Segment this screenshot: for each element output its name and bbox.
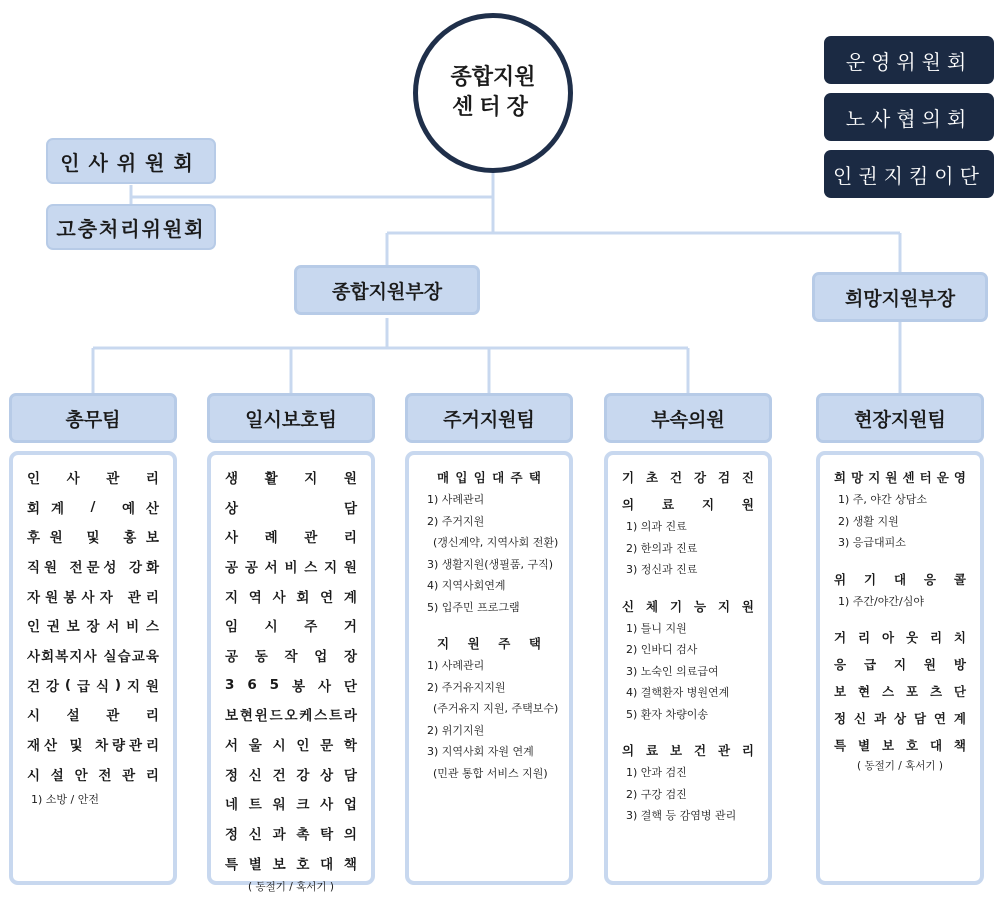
clinic-section-item: 2) 구강 검진 [626,787,687,801]
shelter-duty-note: ( 동절기 / 혹서기 ) [248,880,334,893]
shelter-duty-item: 보 현 윈 드 오 케 스 트 라 [225,708,357,725]
housing-section-item: 3) 지역사회 자원 연계 [427,745,534,758]
clinic-section-item: 1) 의과 진료 [626,520,687,533]
housing-section-item: (민관 통합 서비스 지원) [433,766,548,780]
clinic-section-item: 2) 한의과 진료 [626,541,698,555]
team-field-support: 현장지원팀 [816,393,984,443]
clinic-section-title: 의 료 보 건 관 리 [622,743,754,758]
field-section-title: 정 신 과 상 담 연 계 [834,711,966,726]
admin-duty-item: 자 원 봉 사 자 관 리 [27,589,159,606]
housing-section-title: 매 입 임 대 주 택 [437,470,541,485]
field-section-item: 1) 주간/야간/심야 [838,594,924,608]
shelter-duty-item: 특 별 보 호 대 책 [225,856,357,873]
field-section-title: 특 별 보 호 대 책 [834,738,966,753]
field-section-item: 1) 주, 야간 상담소 [838,493,928,506]
field-duties-box [816,451,984,885]
admin-duty-item: 회 계 / 예 산 [27,498,159,517]
shelter-duty-item: 정 신 과 촉 탁 의 [225,827,357,844]
clinic-section-item: 1) 틀니 지원 [626,621,687,635]
team-temporary-shelter: 일시보호팀 [207,393,375,443]
shelter-duty-item: 상 담 [225,500,357,517]
shelter-duty-item: 사 례 관 리 [225,530,357,547]
field-section-item: 2) 생활 지원 [838,514,899,528]
clinic-section-item: 3) 결핵 등 감염병 관리 [626,809,737,822]
housing-section-item: 1) 사례관리 [427,493,485,506]
field-section-title: 희 망 지 원 센 터 운 영 [834,470,966,485]
housing-section-item: (갱신계약, 지역사회 전환) [433,536,559,549]
team-housing-support: 주거지원팀 [405,393,573,443]
clinic-section-item: 2) 인바디 검사 [626,643,698,656]
clinic-section-item: 3) 노숙인 의료급여 [626,664,719,678]
clinic-section-title: 기 초 건 강 검 진 [622,470,754,485]
field-duty-note: ( 동절기 / 혹서기 ) [857,760,943,772]
clinic-section-item: 5) 환자 차량이송 [626,707,709,721]
admin-duty-item: 인 사 관 리 [27,470,159,487]
admin-duty-item: 직 원 전 문 성 강 화 [27,559,159,576]
team-admin: 총무팀 [9,393,177,443]
committee-human-rights: 인권지킴이단 [824,150,994,198]
field-section-title: 응 급 지 원 방 [834,657,966,672]
center-head-title-line2: 센터장 [452,95,534,120]
housing-duties-box [405,451,573,885]
shelter-duties-box [207,451,375,893]
shelter-duty-item: 서 울 시 인 문 학 [225,738,357,755]
shelter-duty-item: 공 공 서 비 스 지 원 [225,559,357,576]
housing-section-item: 2) 주거유지지원 [427,680,506,694]
admin-duty-item: 건 강 ( 급 식 ) 지 원 [27,676,159,695]
shelter-duty-item: 3 6 5 봉 사 단 [225,676,357,695]
housing-section-item: 3) 생활지원(생필품, 구직) [427,557,553,571]
clinic-section-title: 신 체 기 능 지 원 [622,598,754,614]
shelter-duty-item: 지 역 사 회 연 계 [225,589,357,606]
clinic-duties-box [604,451,772,885]
committee-grievance: 고충처리위원회 [46,204,216,250]
center-head-node [413,13,573,173]
team-clinic: 부속의원 [604,393,772,443]
housing-section-item: 2) 주거지원 [427,514,485,528]
field-section-item: 3) 응급대피소 [838,536,906,549]
admin-duty-note: 1) 소방 / 안전 [31,792,99,806]
housing-section-title: 지 원 주 택 [437,636,541,651]
admin-duties-box [9,451,177,885]
housing-section-item: (주거유지 지원, 주택보수) [433,702,559,715]
housing-section-item: 5) 입주민 프로그램 [427,600,520,614]
clinic-section-item: 1) 안과 검진 [626,766,687,779]
field-section-title: 위 기 대 응 콜 [834,571,966,587]
field-section-title: 보 현 스 포 츠 단 [834,684,966,699]
housing-section-item: 1) 사례관리 [427,659,485,672]
shelter-duty-item: 공 동 작 업 장 [225,648,357,665]
field-section-title: 거 리 아 웃 리 치 [834,630,966,645]
shelter-duty-item: 생 활 지 원 [225,470,357,487]
admin-duty-item: 후 원 및 홍 보 [27,530,159,547]
admin-duty-item: 재 산 및 차 량 관 리 [27,738,159,755]
clinic-section-item: 4) 결핵환자 병원연계 [626,686,730,699]
clinic-section-title: 의 료 지 원 [622,497,754,512]
center-head-title-line1: 종합지원 [450,65,536,90]
housing-section-item: 2) 위기지원 [427,723,485,737]
committee-labor-management: 노사협의회 [824,93,994,141]
housing-section-item: 4) 지역사회연계 [427,579,506,592]
admin-duty-item: 인 권 보 장 서 비 스 [27,619,159,636]
shelter-duty-item: 네 트 워 크 사 업 [225,797,357,814]
admin-duty-item: 시 설 안 전 관 리 [27,767,159,784]
shelter-duty-item: 정 신 건 강 상 담 [225,767,357,784]
admin-duty-item: 시 설 관 리 [27,708,159,725]
dept-hope-support: 희망지원부장 [812,272,988,322]
clinic-section-item: 3) 정신과 진료 [626,563,698,576]
admin-duty-item: 사 회 복 지 사 실 습 교 육 [27,648,159,665]
dept-general-support: 종합지원부장 [294,265,480,315]
committee-personnel: 인사위원회 [46,138,216,184]
committee-operating: 운영위원회 [824,36,994,84]
shelter-duty-item: 임 시 주 거 [225,619,357,636]
